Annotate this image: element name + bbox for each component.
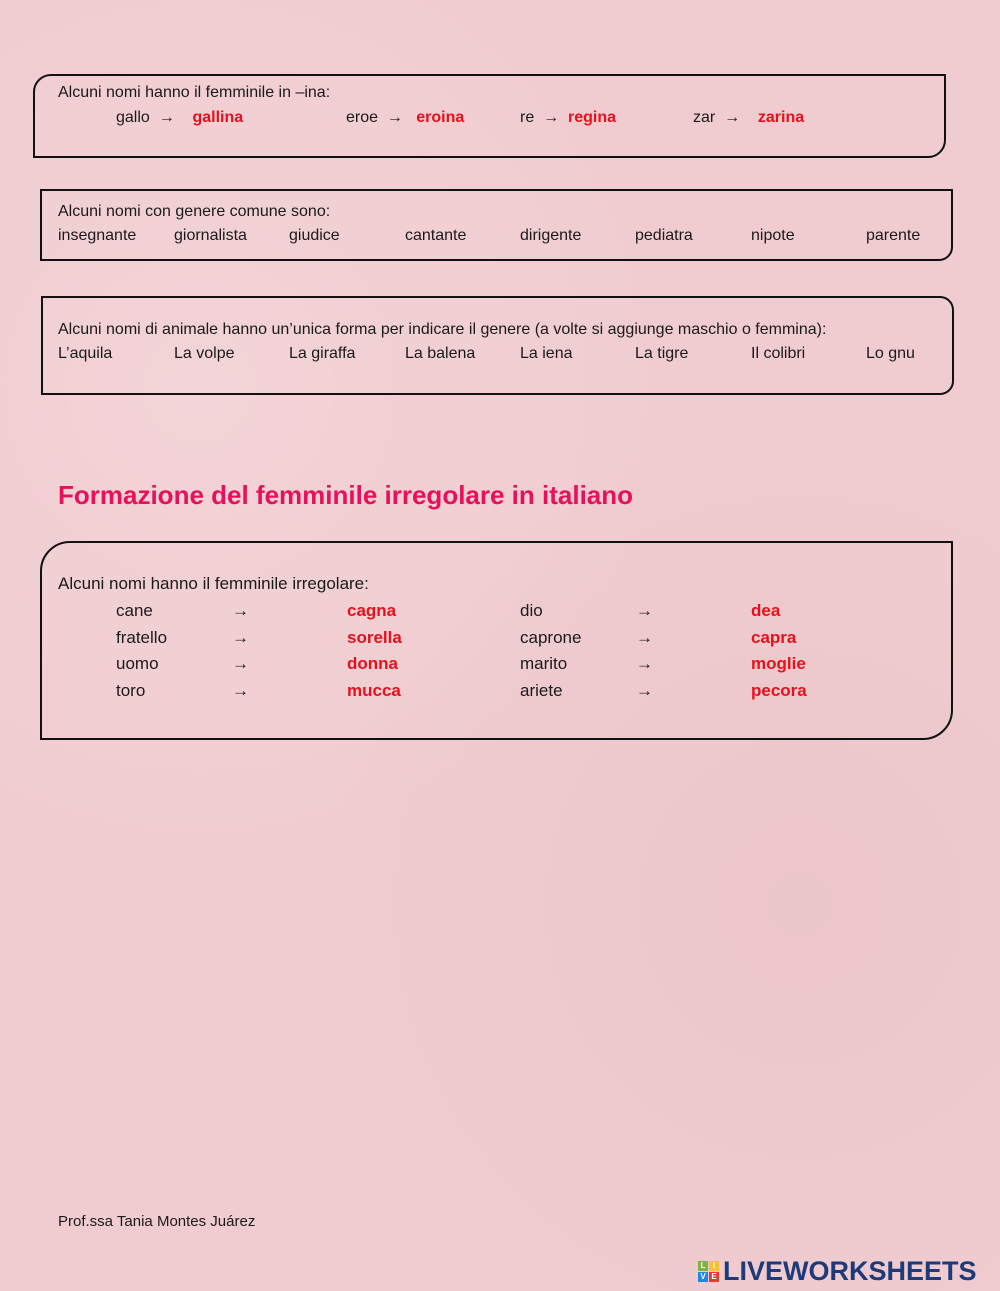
liveworksheets-logo[interactable]: [698, 1256, 977, 1287]
box1-intro: Alcuni nomi hanno il femminile in –ina:: [58, 84, 331, 101]
word: La balena: [405, 345, 476, 362]
word-re: re → regina: [520, 109, 617, 126]
word: La tigre: [635, 345, 689, 362]
author-footer: Prof.ssa Tania Montes Juárez: [58, 1213, 256, 1230]
word-feminine: pecora: [751, 681, 807, 700]
word: La volpe: [174, 345, 235, 362]
word-feminine: sorella: [347, 628, 402, 647]
word-feminine: cagna: [347, 601, 397, 620]
arrow: →: [636, 628, 653, 647]
word: La giraffa: [289, 345, 356, 362]
word-feminine: donna: [347, 654, 398, 673]
box4-intro: Alcuni nomi hanno il femminile irregolare:: [58, 574, 369, 593]
word: giornalista: [174, 227, 247, 244]
word-zar: zar → zarina: [693, 109, 805, 126]
arrow: →: [232, 628, 249, 647]
box-genere-comune: [40, 189, 953, 261]
word: parente: [866, 227, 921, 244]
word: La iena: [520, 345, 573, 362]
arrow: →: [636, 681, 653, 700]
logo-text: LIVEWORKSHEETS: [723, 1256, 977, 1286]
word: cantante: [405, 227, 467, 244]
word: pediatra: [635, 227, 693, 244]
word: Il colibri: [751, 345, 806, 362]
word: dio: [520, 601, 543, 620]
word-feminine: moglie: [751, 654, 806, 673]
box3-intro: Alcuni nomi di animale hanno un’unica forma per indicare il genere (a volte si aggiunge maschio o femmina):: [58, 321, 827, 338]
word: ariete: [520, 681, 563, 700]
box2-intro: Alcuni nomi con genere comune sono:: [58, 203, 331, 220]
arrow: →: [232, 681, 249, 700]
word: cane: [116, 601, 153, 620]
arrow: →: [636, 654, 653, 673]
word: nipote: [751, 227, 795, 244]
word: giudice: [289, 227, 340, 244]
word-gallo: gallo → gallina: [116, 109, 244, 126]
word: dirigente: [520, 227, 582, 244]
section-heading: Formazione del femminile irregolare in italiano: [58, 480, 634, 510]
word: L’aquila: [58, 345, 113, 362]
word: uomo: [116, 654, 159, 673]
box-femminile-irregolare: [40, 541, 953, 740]
word-feminine: capra: [751, 628, 797, 647]
word: insegnante: [58, 227, 137, 244]
word: Lo gnu: [866, 345, 915, 362]
word: marito: [520, 654, 568, 673]
word: fratello: [116, 628, 168, 647]
arrow: →: [636, 601, 653, 620]
word-eroe: eroe → eroina: [346, 109, 465, 126]
arrow: →: [232, 654, 249, 673]
arrow: →: [232, 601, 249, 620]
word-feminine: mucca: [347, 681, 401, 700]
logo-icon: L I V E: [698, 1261, 719, 1282]
word: caprone: [520, 628, 582, 647]
word: toro: [116, 681, 146, 700]
word-feminine: dea: [751, 601, 781, 620]
